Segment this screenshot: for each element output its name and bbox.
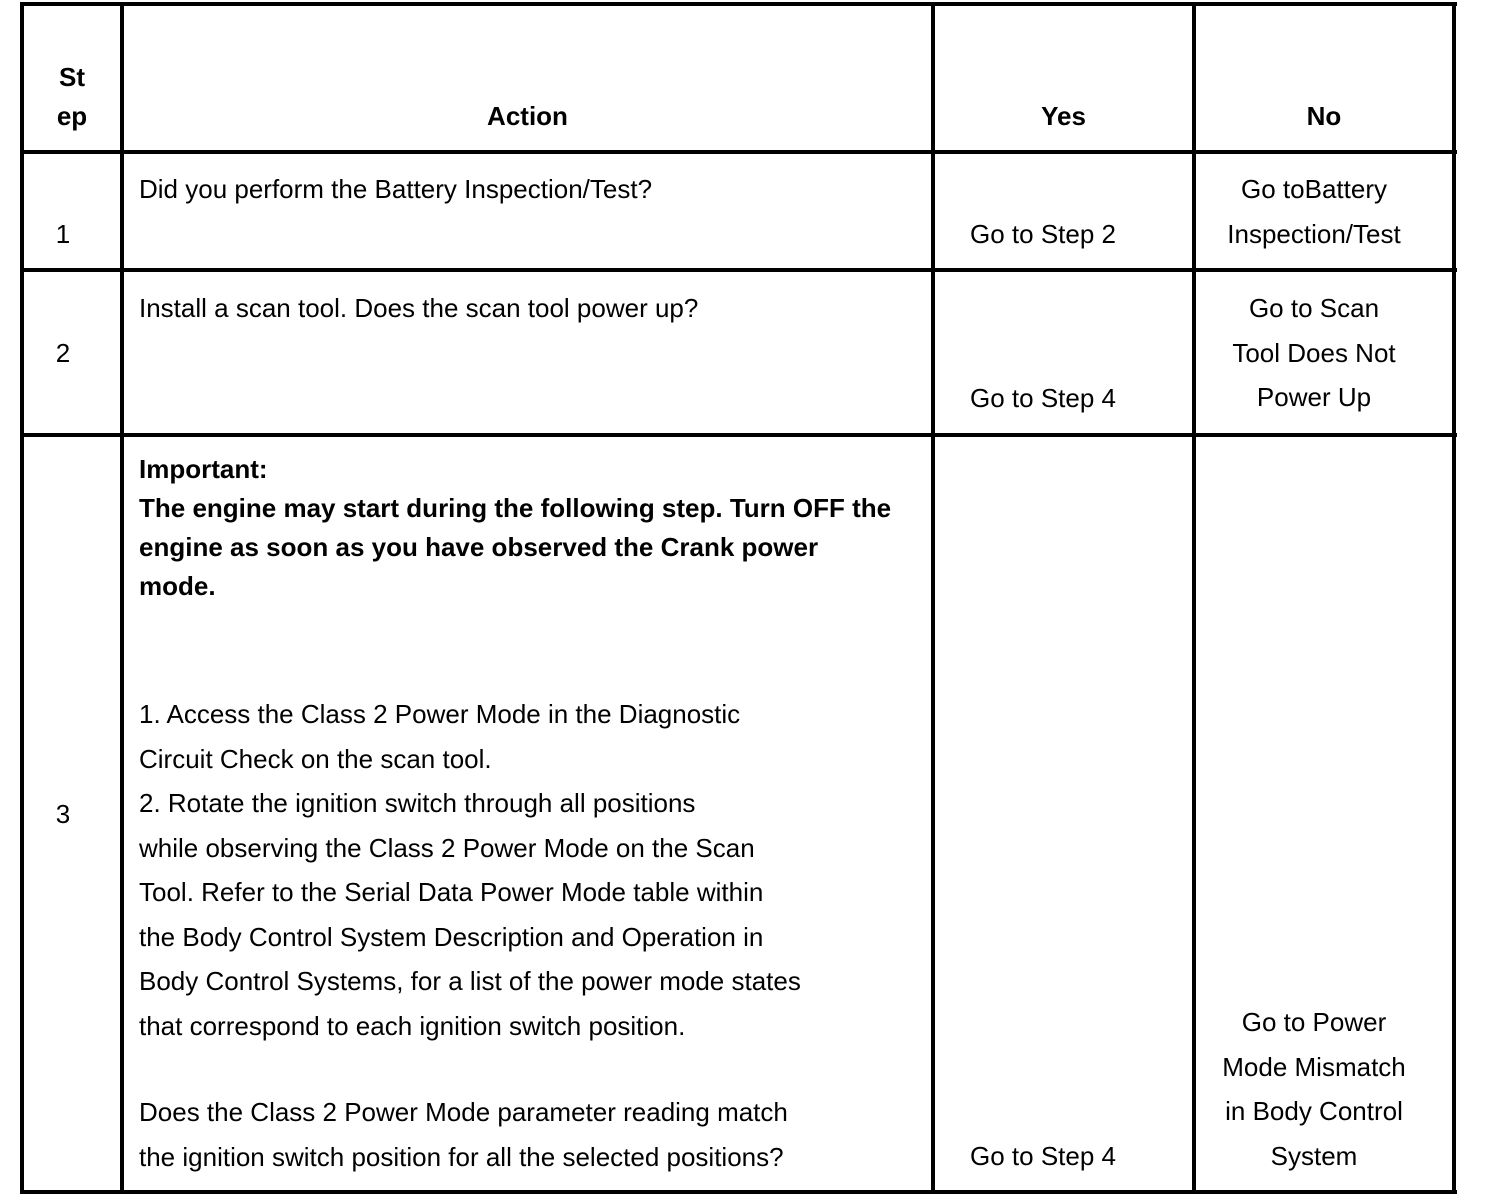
row-1-divider — [20, 268, 1457, 272]
row-2-action: Install a scan tool. Does the scan tool power up? — [139, 293, 699, 323]
row-2-step: 2 — [55, 338, 71, 368]
header-yes: Yes — [1041, 101, 1086, 131]
row-3-step: 3 — [55, 799, 71, 829]
row-3-question: Does the Class 2 Power Mode parameter reading match the ignition switch position for all the selected positions? — [139, 1097, 788, 1172]
row-1-no: Go toBattery Inspection/Test — [1227, 174, 1401, 249]
row-2-yes: Go to Step 4 — [970, 383, 1116, 413]
table-border-right — [1452, 2, 1456, 1194]
table-border-top — [20, 2, 1457, 6]
row-3-no: Go to Power Mode Mismatch in Body Control System — [1222, 1007, 1406, 1171]
row-2-no: Go to Scan Tool Does Not Power Up — [1232, 293, 1396, 412]
row-2-divider — [20, 433, 1457, 437]
header-step: St ep — [56, 62, 88, 131]
row-3-important-text: The engine may start during the following step. Turn OFF the engine as soon as you have observed the Crank power mode. — [139, 493, 892, 601]
row-1-yes: Go to Step 2 — [970, 219, 1116, 249]
table-border-left — [20, 2, 24, 1194]
row-1-action: Did you perform the Battery Inspection/Test? — [139, 174, 653, 204]
header-no: No — [1306, 101, 1342, 131]
col-divider-step — [120, 2, 124, 1194]
row-1-step: 1 — [55, 219, 71, 249]
row-3-important-label: Important: — [139, 454, 268, 484]
col-divider-action — [931, 2, 935, 1194]
header-divider — [20, 150, 1457, 154]
table-border-bottom — [20, 1190, 1457, 1194]
row-3-substeps: 1. Access the Class 2 Power Mode in the Diagnostic Circuit Check on the scan tool. 2. Rotate the ignition switch through all positions while observing the Class 2 Power Mode on the Scan Tool. Refer to the Serial Data Power Mode table within the Body Control System Description and Operation in Body Control Systems, for a list of the power mode states that correspond to each ignition switch position. — [139, 699, 801, 1041]
row-3-yes: Go to Step 4 — [970, 1141, 1116, 1171]
header-action: Action — [487, 101, 568, 131]
